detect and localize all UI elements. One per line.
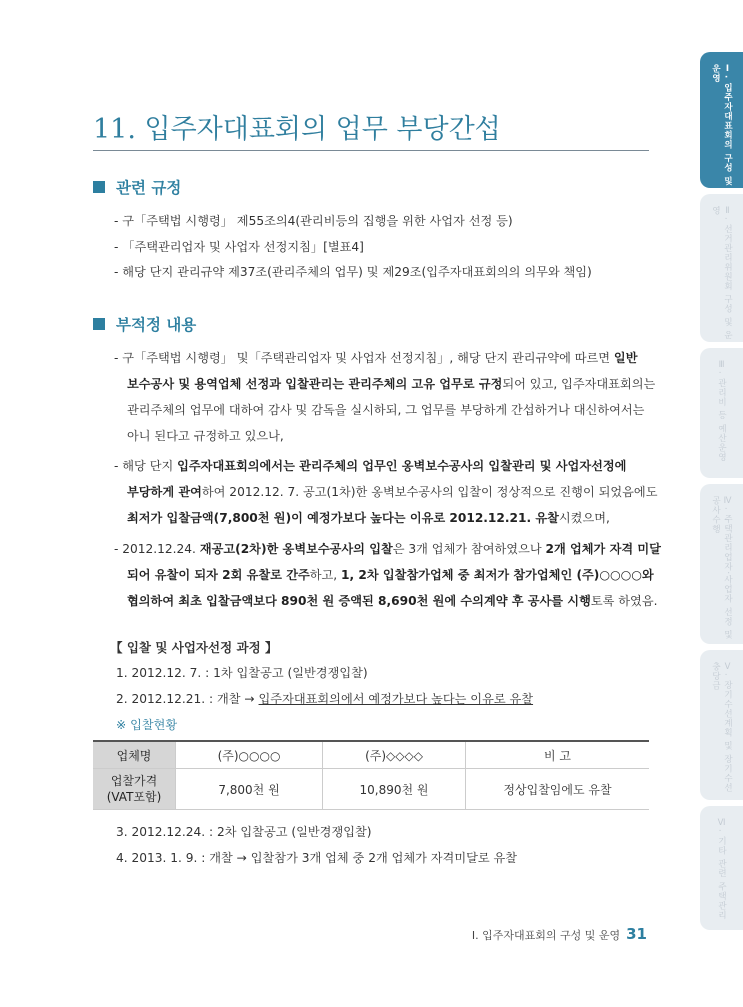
related-item-3: - 해당 단지 관리규약 제37조(관리주체의 업무) 및 제29조(입주자대표회의의 의무와 책임)	[114, 265, 592, 279]
chapter-tab-label: Ⅲ. 관리비 등 예산운영	[716, 360, 727, 462]
process-step-1: 1. 2012.12. 7. : 1차 입찰공고 (일반경쟁입찰)	[116, 666, 368, 680]
table-cell: 정상입찰임에도 유찰	[466, 769, 650, 810]
process-title: 【 입찰 및 사업자선정 과정 】	[110, 640, 278, 655]
table-header-cell: (주)○○○○	[176, 741, 323, 769]
page-number: 31	[626, 925, 647, 943]
text-run-bold: 일반	[613, 351, 638, 365]
process-step-2	[116, 690, 533, 707]
paragraph-2-line-3	[127, 509, 610, 526]
table-header-cell: 비 고	[466, 741, 650, 769]
text-run-bold: 협의하여 최초 입찰금액보다 890천 원 증액된 8,690천 원에 수의계약 후 공사를 시행	[127, 594, 591, 608]
table-cell: 10,890천 원	[323, 769, 466, 810]
table-header-cell: (주)◇◇◇◇	[323, 741, 466, 769]
related-item-1: - 구「주택법 시행령」 제55조의4(관리비등의 집행을 위한 사업자 선정 등)	[114, 214, 513, 228]
chapter-tab-label: Ⅳ. 주택관리업자·사업자 선정 및 공사수행	[710, 496, 733, 640]
text-run-bold: 2개 업체가 자격 미달	[545, 542, 661, 556]
process-step-3: 3. 2012.12.24. : 2차 입찰공고 (일반경쟁입찰)	[116, 825, 372, 839]
text-run: 은 3개 업체가 참여하였으나	[392, 542, 546, 556]
text-run-bold: 되어 유찰이 되자 2회 유찰로 간주	[127, 568, 310, 582]
section-heading-related	[93, 176, 181, 198]
text-run: - 2012.12.24.	[114, 542, 200, 556]
text-run: 하여 2012.12. 7. 공고(1차)한 옹벽보수공사의 입찰이 정상적으로 진행이 되었음에도	[201, 485, 658, 499]
page-title: 11. 입주자대표회의 업무 부당간섭	[93, 114, 501, 145]
paragraph-1-line-1	[114, 349, 637, 366]
text-run-bold: 재공고(2차)한 옹벽보수공사의 입찰	[199, 542, 393, 556]
table-row	[93, 769, 649, 810]
paragraph-1-line-2	[127, 375, 655, 392]
page-footer	[472, 925, 647, 943]
bid-status-note: ※ 입찰현황	[116, 718, 178, 732]
chapter-tab-label: Ⅱ. 선거관리위원회 구성 및 운영	[710, 206, 733, 341]
section-heading-label: 부적정 내용	[116, 316, 197, 334]
related-item-2: - 「주택관리업자 및 사업자 선정지침」[별표4]	[114, 240, 364, 254]
table-cell: 7,800천 원	[176, 769, 323, 810]
text-run: 되어 있고, 입주자대표회의는	[502, 377, 656, 391]
chapter-tab-4[interactable]	[700, 484, 743, 644]
text-run: - 구「주택법 시행령」 및「주택관리업자 및 사업자 선정지침」, 해당 단지 관리규약에 따르면	[114, 351, 614, 365]
chapter-tab-6[interactable]	[700, 806, 743, 930]
process-step-4: 4. 2013. 1. 9. : 개찰 → 입찰참가 3개 업체 중 2개 업체가 자격미달로 유찰	[116, 851, 518, 865]
section-heading-improper	[93, 313, 196, 335]
table-row-label: 업찰가격 (VAT포함)	[93, 769, 176, 810]
square-bullet-icon	[93, 181, 105, 193]
text-run-bold: 1, 2차 입찰참가업체 중 최저가 참가업체인 (주)○○○○와	[341, 568, 654, 582]
text-run: 2. 2012.12.21. : 개찰 →	[116, 692, 259, 706]
text-run: - 해당 단지	[114, 459, 178, 473]
chapter-tab-label: Ⅴ. 장기수선계획 및 장기수선충당금	[710, 662, 733, 793]
chapter-tab-2[interactable]	[700, 194, 743, 342]
chapter-tab-1[interactable]	[700, 52, 743, 188]
text-run: 하고,	[309, 568, 342, 582]
bid-status-table	[93, 740, 649, 810]
paragraph-1-line-3: 관리주체의 업무에 대하여 감사 및 감독을 실시하되, 그 업무를 부당하게 간섭하거나 대신하여서는	[127, 403, 645, 417]
chapter-tab-3[interactable]	[700, 348, 743, 478]
text-run: 시켰으며,	[558, 511, 610, 525]
text-run-bold: 최저가 입찰금액(7,800천 원)이 예정가보다 높다는 이유로 2012.12.21. 유찰	[127, 511, 559, 525]
paragraph-2-line-2	[127, 483, 657, 500]
paragraph-3-line-3	[127, 592, 657, 609]
chapter-tab-5[interactable]	[700, 650, 743, 800]
square-bullet-icon	[93, 318, 105, 330]
text-run-bold: 보수공사 및 용역업체 선정과 입찰관리는 관리주체의 고유 업무로 규정	[127, 377, 503, 391]
table-header-row	[93, 741, 649, 769]
paragraph-3-line-2	[127, 566, 654, 583]
paragraph-1-line-4: 아니 된다고 규정하고 있으나,	[127, 429, 284, 443]
table-header-cell: 업체명	[93, 741, 176, 769]
text-run-bold: 부당하게 관여	[127, 485, 202, 499]
paragraph-2-line-1	[114, 457, 626, 474]
chapter-tab-label: Ⅵ. 기타 관련 주택관리	[716, 818, 727, 920]
paragraph-3-line-1	[114, 540, 661, 557]
text-run: 토록 하였음.	[590, 594, 658, 608]
text-run-bold: 입주자대표회의에서는 관리주체의 업무인 옹벽보수공사의 입찰관리 및 사업자선정에	[177, 459, 627, 473]
text-run-underlined: 입주자대표회의에서 예정가보다 높다는 이유로 유찰	[258, 692, 534, 706]
chapter-tab-label: Ⅰ. 입주자대표회의 구성 및 운영	[710, 64, 733, 187]
section-heading-label: 관련 규정	[116, 179, 182, 197]
title-divider	[93, 150, 649, 151]
footer-chapter: Ⅰ. 입주자대표회의 구성 및 운영	[471, 929, 621, 942]
